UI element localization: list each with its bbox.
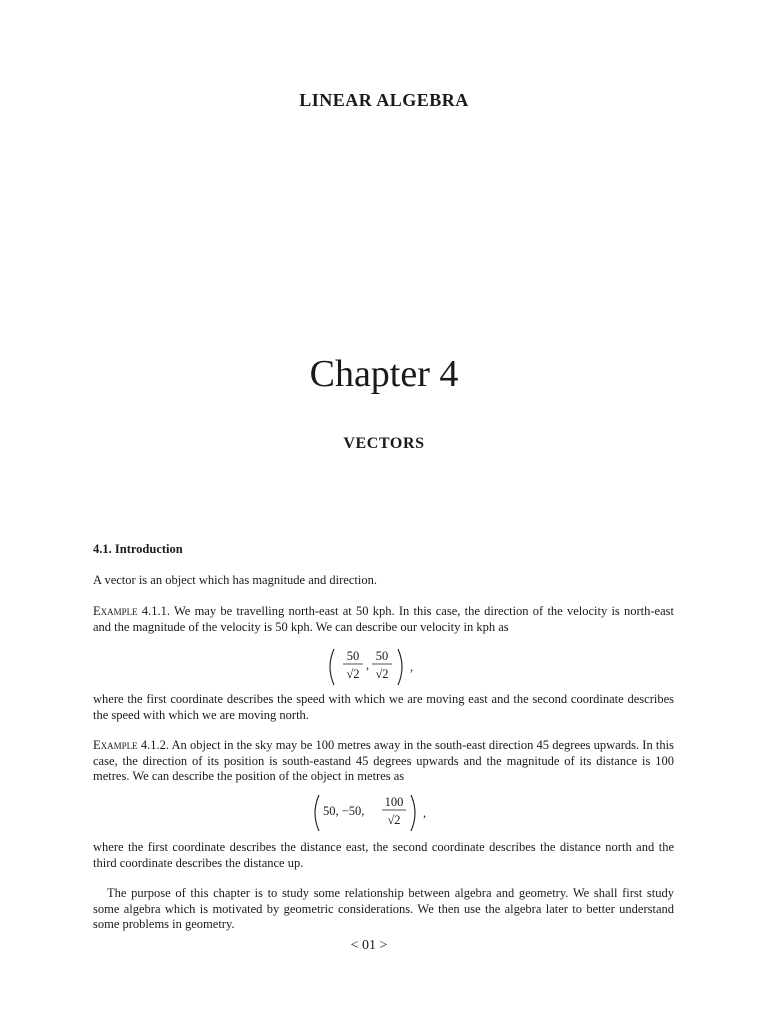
running-head: LINEAR ALGEBRA	[299, 90, 469, 110]
right-paren	[398, 649, 402, 685]
formula-velocity	[0, 647, 768, 691]
example-1-paragraph	[93, 604, 674, 635]
denominator-2: √2	[375, 667, 389, 681]
right-paren	[411, 795, 415, 831]
chapter-subtitle: VECTORS	[343, 435, 425, 452]
numerator-2: 50	[375, 649, 389, 663]
page-number: < 01 >	[350, 938, 388, 953]
left-paren	[315, 795, 319, 831]
left-paren	[330, 649, 334, 685]
example-1-text: We may be travelling north-east at 50 kph. In this case, the direction of the velocity is north-east and the magnitude of the velocity is 50 kph. We can describe our velocity in kph as	[93, 604, 674, 634]
denominator: √2	[387, 813, 401, 827]
intro-text: A vector is an object which has magnitude and direction.	[93, 573, 377, 587]
trailing-comma: ,	[410, 660, 414, 674]
closing-paragraph	[93, 886, 674, 933]
leading-coordinates: 50, −50,	[323, 804, 365, 818]
formula-position-svg	[309, 793, 459, 833]
example-2-after-paragraph	[93, 840, 674, 871]
intro-paragraph	[93, 573, 674, 589]
example-1-after-paragraph	[93, 692, 674, 723]
formula-velocity-svg	[324, 647, 444, 687]
example-1-label: Example 4.1.1.	[93, 604, 170, 618]
example-2-label: Example 4.1.2.	[93, 738, 169, 752]
trailing-comma: ,	[423, 806, 427, 820]
section-heading: 4.1. Introduction	[93, 542, 183, 556]
closing-text: The purpose of this chapter is to study some relationship between algebra and geometry. We shall first study some algebra which is motivated by geometric considerations. We then use the algebra later to better understand some problems in geometry.	[93, 886, 674, 931]
separator-comma: ,	[366, 658, 370, 672]
example-2-after-text: where the first coordinate describes the distance east, the second coordinate describes the distance north and the third coordinate describes the distance up.	[93, 840, 674, 870]
formula-position	[0, 793, 768, 837]
numerator: 100	[384, 795, 404, 809]
example-1-after-text: where the first coordinate describes the speed with which we are moving east and the second coordinate describes the speed with which we are moving north.	[93, 692, 674, 722]
example-2-text: An object in the sky may be 100 metres away in the south-east direction 45 degrees upwards. In this case, the direction of its position is south-eastand 45 degrees upwards and the magnitude of its distance is 100 metres. We can describe the position of the object in metres as	[93, 738, 674, 783]
chapter-title: Chapter 4	[309, 353, 459, 395]
example-2-paragraph	[93, 738, 674, 785]
numerator-1: 50	[346, 649, 360, 663]
denominator-1: √2	[346, 667, 360, 681]
